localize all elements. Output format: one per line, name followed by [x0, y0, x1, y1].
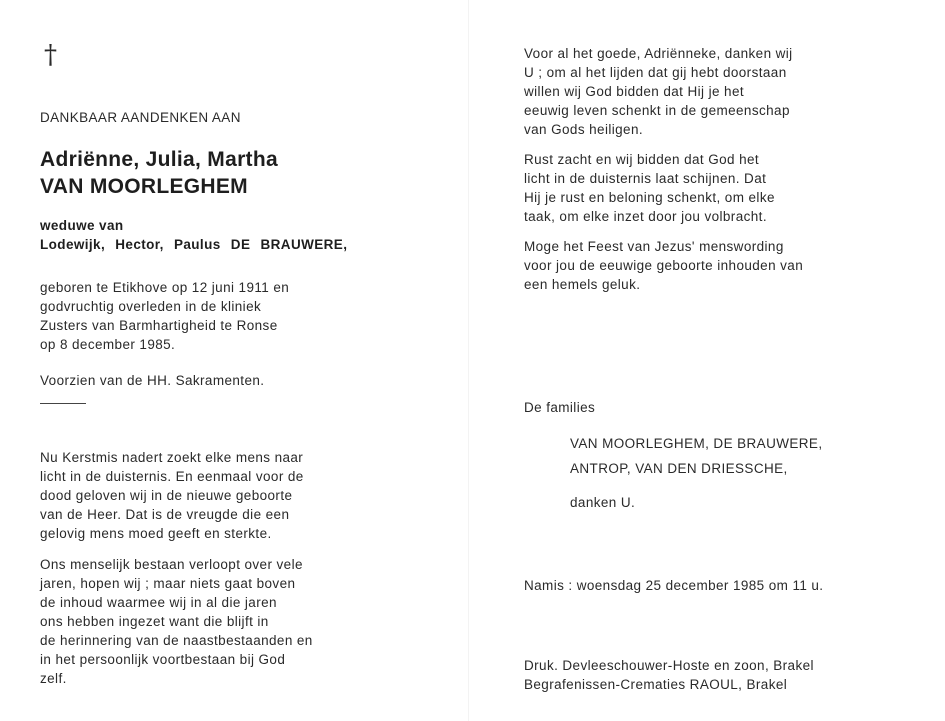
memorial-heading: DANKBAAR AANDENKEN AAN — [40, 110, 241, 125]
printer-line: Druk. Devleeschouwer-Hoste en zoon, Brakel — [524, 658, 814, 673]
death-line: godvruchtig overleden in de kliniek — [40, 299, 262, 314]
text-line: Hij je rust en beloning schenkt, om elke — [524, 190, 775, 205]
rest-paragraph — [524, 150, 898, 226]
text-line: Moge het Feest van Jezus' menswording — [524, 239, 784, 254]
text-line: de inhoud waarmee wij in al die jaren — [40, 595, 277, 610]
death-date-line: op 8 december 1985. — [40, 337, 176, 352]
existence-paragraph — [40, 555, 414, 688]
text-line: gelovig mens moed geeft en sterkte. — [40, 526, 272, 541]
text-line: Nu Kerstmis nadert zoekt elke mens naar — [40, 450, 304, 465]
cross-icon: † — [44, 40, 57, 70]
text-line: ons hebben ingezet want die blijft in — [40, 614, 269, 629]
birth-line: geboren te Etikhove op 12 juni 1911 en — [40, 280, 290, 295]
text-line: taak, om elke inzet door jou volbracht. — [524, 209, 767, 224]
text-line: jaren, hopen wij ; maar niets gaat boven — [40, 576, 296, 591]
text-line: dood geloven wij in de nieuwe geboorte — [40, 488, 293, 503]
text-line: Rust zacht en wij bidden dat God het — [524, 152, 760, 167]
text-line: Voor al het goede, Adriënneke, danken wij — [524, 46, 793, 61]
date-line: Namis : woensdag 25 december 1985 om 11 u. — [524, 578, 824, 593]
text-line: van Gods heiligen. — [524, 122, 644, 137]
printer-block — [524, 656, 898, 694]
text-line: van de Heer. Dat is de vreugde die een — [40, 507, 290, 522]
text-line: een hemels geluk. — [524, 277, 641, 292]
sacraments-line: Voorzien van de HH. Sakramenten. — [40, 373, 265, 388]
text-line: U ; om al het lijden dat gij hebt doorstaan — [524, 65, 787, 80]
divider — [40, 403, 86, 404]
left-page — [0, 0, 470, 721]
birth-death-block — [40, 278, 414, 354]
text-line: willen wij God bidden dat Hij je het — [524, 84, 745, 99]
christmas-paragraph — [40, 448, 414, 543]
deceased-name — [40, 146, 278, 200]
spouse-block — [40, 216, 414, 254]
widow-label: weduwe van — [40, 218, 124, 233]
family-line: ANTROP, VAN DEN DRIESSCHE, — [570, 461, 788, 476]
deceased-given-names: Adriënne, Julia, Martha — [40, 148, 278, 171]
text-line: de herinnering van de naastbestaanden en — [40, 633, 313, 648]
gratitude-paragraph — [524, 44, 898, 139]
text-line: voor jou de eeuwige geboorte inhouden van — [524, 258, 804, 273]
thanks-line: danken U. — [570, 495, 636, 510]
text-line: licht in de duisternis laat schijnen. Dat — [524, 171, 767, 186]
text-line: Ons menselijk bestaan verloopt over vele — [40, 557, 303, 572]
families-names — [570, 431, 890, 481]
text-line: in het persoonlijk voortbestaan bij God — [40, 652, 286, 667]
clinic-line: Zusters van Barmhartigheid te Ronse — [40, 318, 278, 333]
deceased-surname: VAN MOORLEGHEM — [40, 175, 248, 198]
funeral-line: Begrafenissen-Crematies RAOUL, Brakel — [524, 677, 788, 692]
families-label: De families — [524, 400, 596, 415]
text-line: zelf. — [40, 671, 67, 686]
feast-paragraph — [524, 237, 898, 294]
text-line: eeuwig leven schenkt in de gemeenschap — [524, 103, 790, 118]
family-line: VAN MOORLEGHEM, DE BRAUWERE, — [570, 436, 823, 451]
text-line: licht in de duisternis. En eenmaal voor de — [40, 469, 304, 484]
right-page — [470, 0, 945, 721]
husband-name: Lodewijk, Hector, Paulus DE BRAUWERE, — [40, 237, 348, 252]
